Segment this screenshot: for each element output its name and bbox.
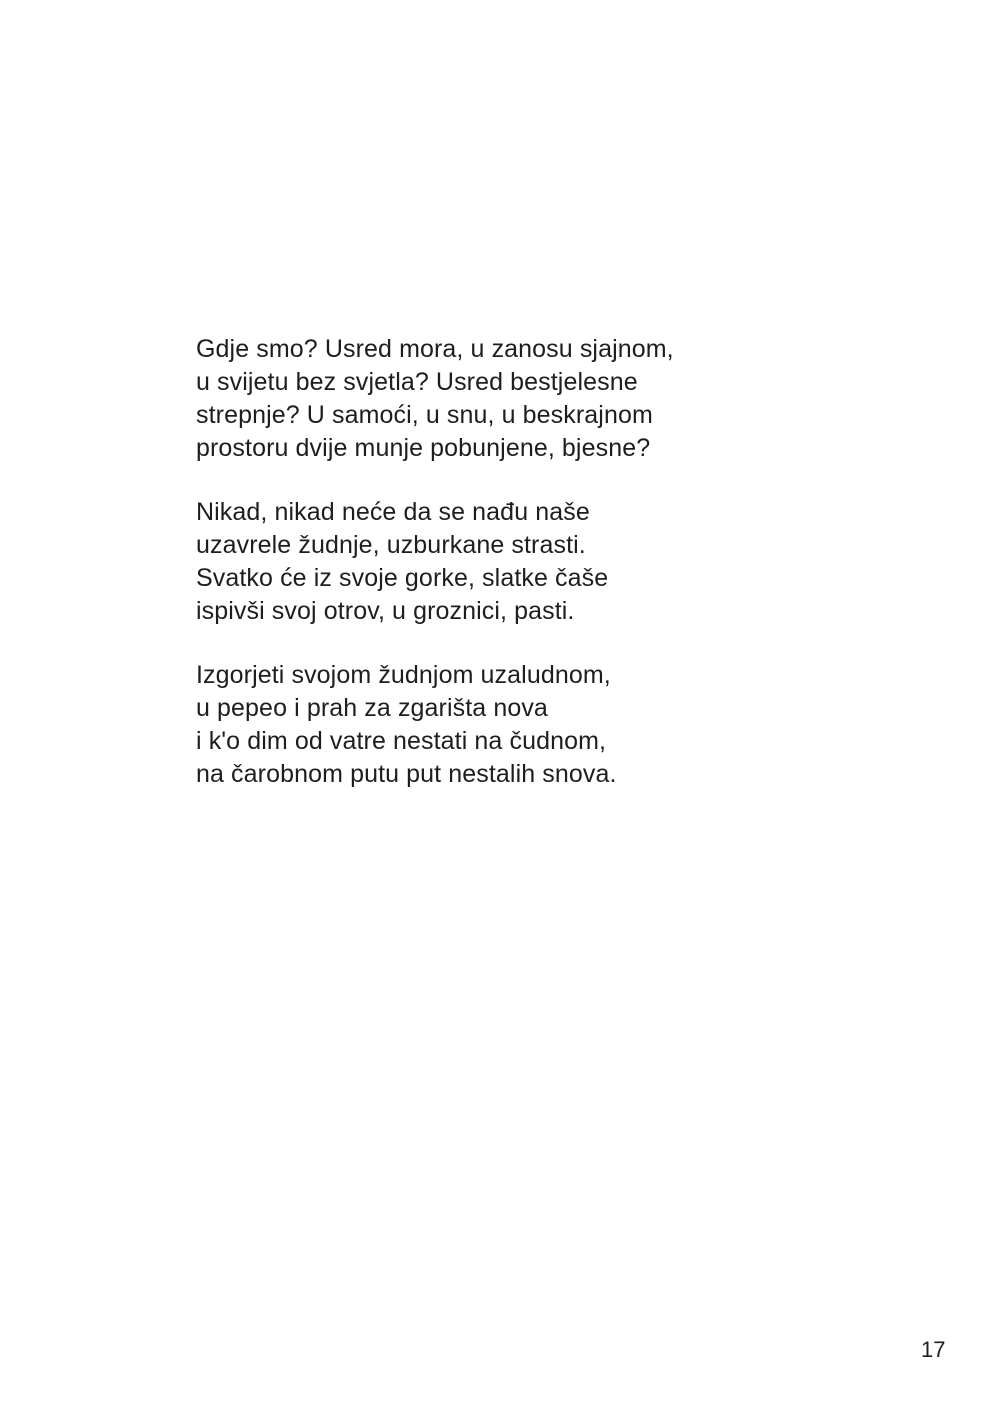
poem-line: i k'o dim od vatre nestati na čudnom,	[196, 727, 607, 755]
poem-line: u pepeo i prah za zgarišta nova	[196, 694, 548, 722]
poem-line: na čarobnom putu put nestalih snova.	[196, 760, 617, 788]
stanza-1	[196, 333, 816, 465]
page-number: 17	[921, 1337, 946, 1362]
stanza-3	[196, 659, 816, 791]
stanza-2	[196, 496, 816, 628]
poem-line: Gdje smo? Usred mora, u zanosu sjajnom,	[196, 335, 674, 363]
poem-body	[196, 333, 816, 822]
poem-line: Nikad, nikad neće da se nađu naše	[196, 498, 590, 526]
poem-line: prostoru dvije munje pobunjene, bjesne?	[196, 434, 651, 462]
poem-line: uzavrele žudnje, uzburkane strasti.	[196, 531, 586, 559]
poem-line: strepnje? U samoći, u snu, u beskrajnom	[196, 401, 653, 429]
poem-line: Izgorjeti svojom žudnjom uzaludnom,	[196, 661, 611, 689]
poem-line: u svijetu bez svjetla? Usred bestjelesne	[196, 368, 638, 396]
poem-line: ispivši svoj otrov, u groznici, pasti.	[196, 597, 575, 625]
poem-line: Svatko će iz svoje gorke, slatke čaše	[196, 564, 609, 592]
